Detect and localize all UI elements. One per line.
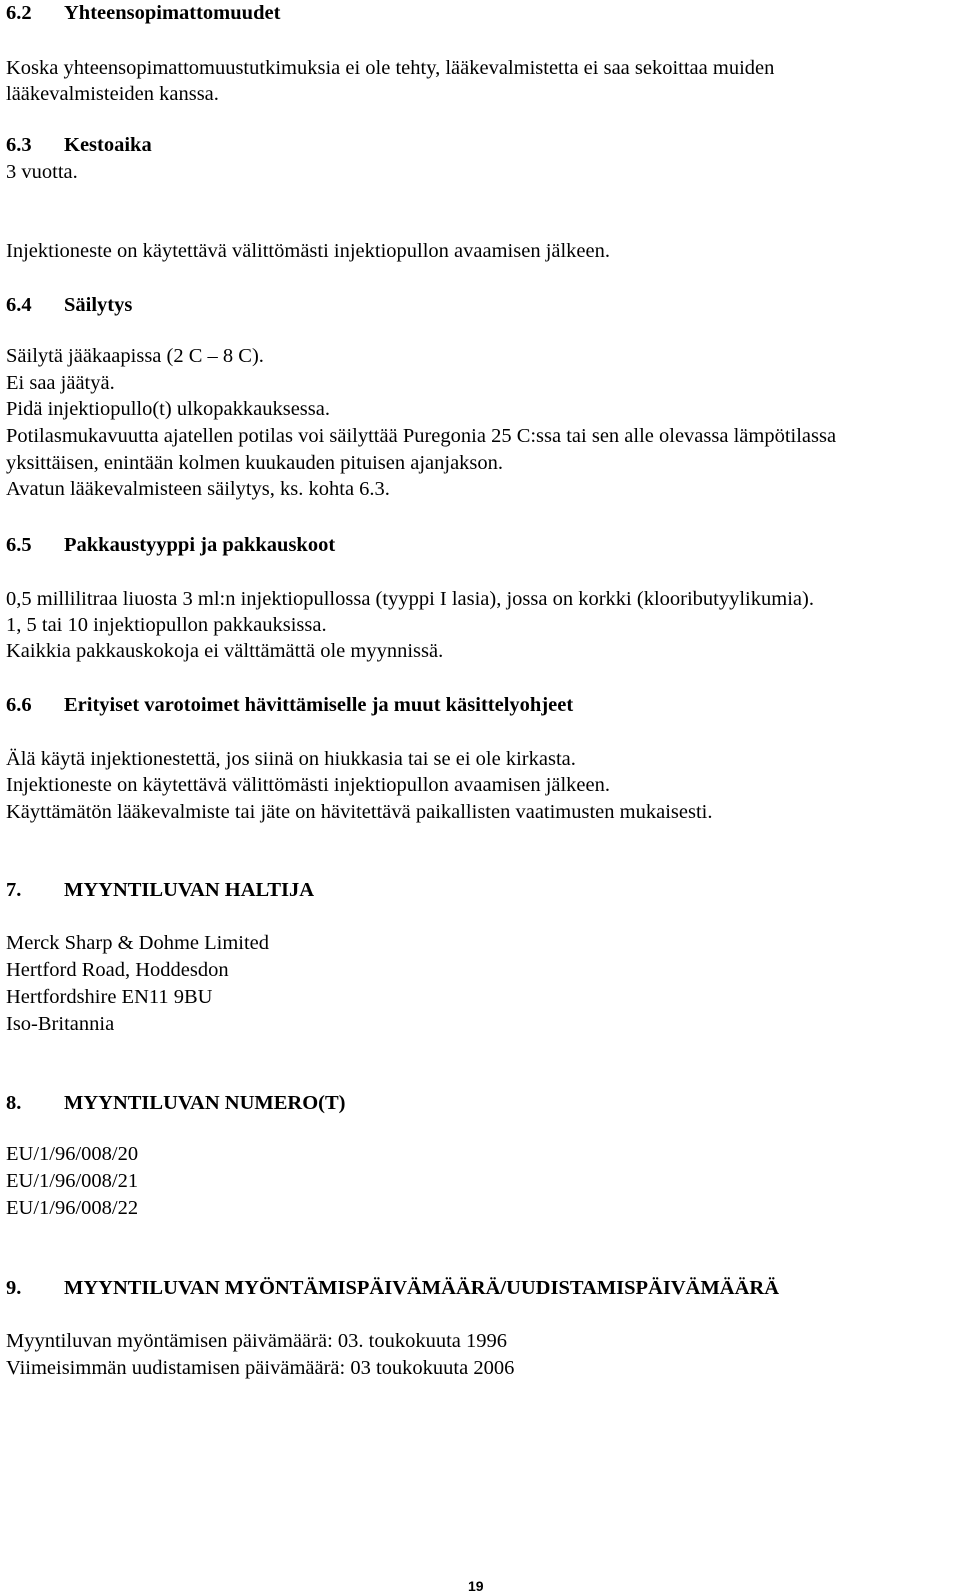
address-line: Merck Sharp & Dohme Limited — [6, 932, 270, 954]
address-line: Hertfordshire EN11 9BU — [6, 986, 213, 1008]
section-9-heading — [6, 1275, 779, 1301]
paragraph-line: Injektioneste on käytettävä välittömästi injektiopullon avaamisen jälkeen. — [6, 240, 611, 262]
paragraph-line: Pidä injektiopullo(t) ulkopakkauksessa. — [6, 398, 330, 420]
date-line: Viimeisimmän uudistamisen päivämäärä: 03 toukokuuta 2006 — [6, 1357, 515, 1379]
paragraph-line: Injektioneste on käytettävä välittömästi injektiopullon avaamisen jälkeen. — [6, 774, 611, 796]
section-title: Säilytys — [64, 294, 133, 316]
page-number: 19 — [468, 1578, 484, 1594]
section-number: 6.6 — [6, 694, 32, 716]
section-6-6-heading — [6, 692, 573, 718]
authorisation-number: EU/1/96/008/20 — [6, 1143, 139, 1165]
paragraph-line: lääkevalmisteiden kanssa. — [6, 83, 219, 105]
section-number: 9. — [6, 1277, 22, 1299]
authorisation-number: EU/1/96/008/22 — [6, 1197, 139, 1219]
section-number: 7. — [6, 879, 22, 901]
section-title: Kestoaika — [64, 134, 152, 156]
paragraph-line: Ei saa jäätyä. — [6, 372, 115, 394]
section-6-2-heading — [6, 0, 280, 26]
section-title: MYYNTILUVAN NUMERO(T) — [64, 1092, 346, 1114]
paragraph-line: yksittäisen, enintään kolmen kuukauden pituisen ajanjakson. — [6, 452, 504, 474]
section-title: MYYNTILUVAN MYÖNTÄMISPÄIVÄMÄÄRÄ/UUDISTAMISPÄIVÄMÄÄRÄ — [64, 1277, 780, 1299]
section-7-heading — [6, 877, 314, 903]
section-title: MYYNTILUVAN HALTIJA — [64, 879, 315, 901]
section-6-5-heading — [6, 532, 335, 558]
paragraph-line: 0,5 millilitraa liuosta 3 ml:n injektiopullossa (tyyppi I lasia), jossa on korkki (klooributyylikumia). — [6, 588, 814, 610]
authorisation-number: EU/1/96/008/21 — [6, 1170, 139, 1192]
section-8-heading — [6, 1090, 346, 1116]
section-number: 6.5 — [6, 534, 32, 556]
address-line: Iso-Britannia — [6, 1013, 115, 1035]
section-number: 8. — [6, 1092, 22, 1114]
section-6-3-heading — [6, 132, 152, 158]
section-number: 6.4 — [6, 294, 32, 316]
section-title: Yhteensopimattomuudet — [64, 2, 281, 24]
paragraph-line: Kaikkia pakkauskokoja ei välttämättä ole myynnissä. — [6, 640, 444, 662]
paragraph-line: Potilasmukavuutta ajatellen potilas voi säilyttää Puregonia 25 C:ssa tai sen alle olevassa lämpötilassa — [6, 425, 837, 447]
section-title: Erityiset varotoimet hävittämiselle ja muut käsittelyohjeet — [64, 694, 574, 716]
paragraph-line: Älä käytä injektionestettä, jos siinä on hiukkasia tai se ei ole kirkasta. — [6, 748, 576, 770]
section-6-4-heading — [6, 292, 132, 318]
paragraph-line: 1, 5 tai 10 injektiopullon pakkauksissa. — [6, 614, 327, 636]
section-number: 6.3 — [6, 134, 32, 156]
paragraph-line: Avatun lääkevalmisteen säilytys, ks. kohta 6.3. — [6, 478, 390, 500]
paragraph-line: Koska yhteensopimattomuustutkimuksia ei ole tehty, lääkevalmistetta ei saa sekoittaa muiden — [6, 57, 775, 79]
paragraph-line: Käyttämätön lääkevalmiste tai jäte on hävitettävä paikallisten vaatimusten mukaisesti. — [6, 801, 713, 823]
paragraph-line: 3 vuotta. — [6, 161, 78, 183]
section-number: 6.2 — [6, 2, 32, 24]
date-line: Myyntiluvan myöntämisen päivämäärä: 03. toukokuuta 1996 — [6, 1330, 508, 1352]
section-title: Pakkaustyyppi ja pakkauskoot — [64, 534, 336, 556]
paragraph-line: Säilytä jääkaapissa (2 C – 8 C). — [6, 345, 264, 367]
address-line: Hertford Road, Hoddesdon — [6, 959, 229, 981]
